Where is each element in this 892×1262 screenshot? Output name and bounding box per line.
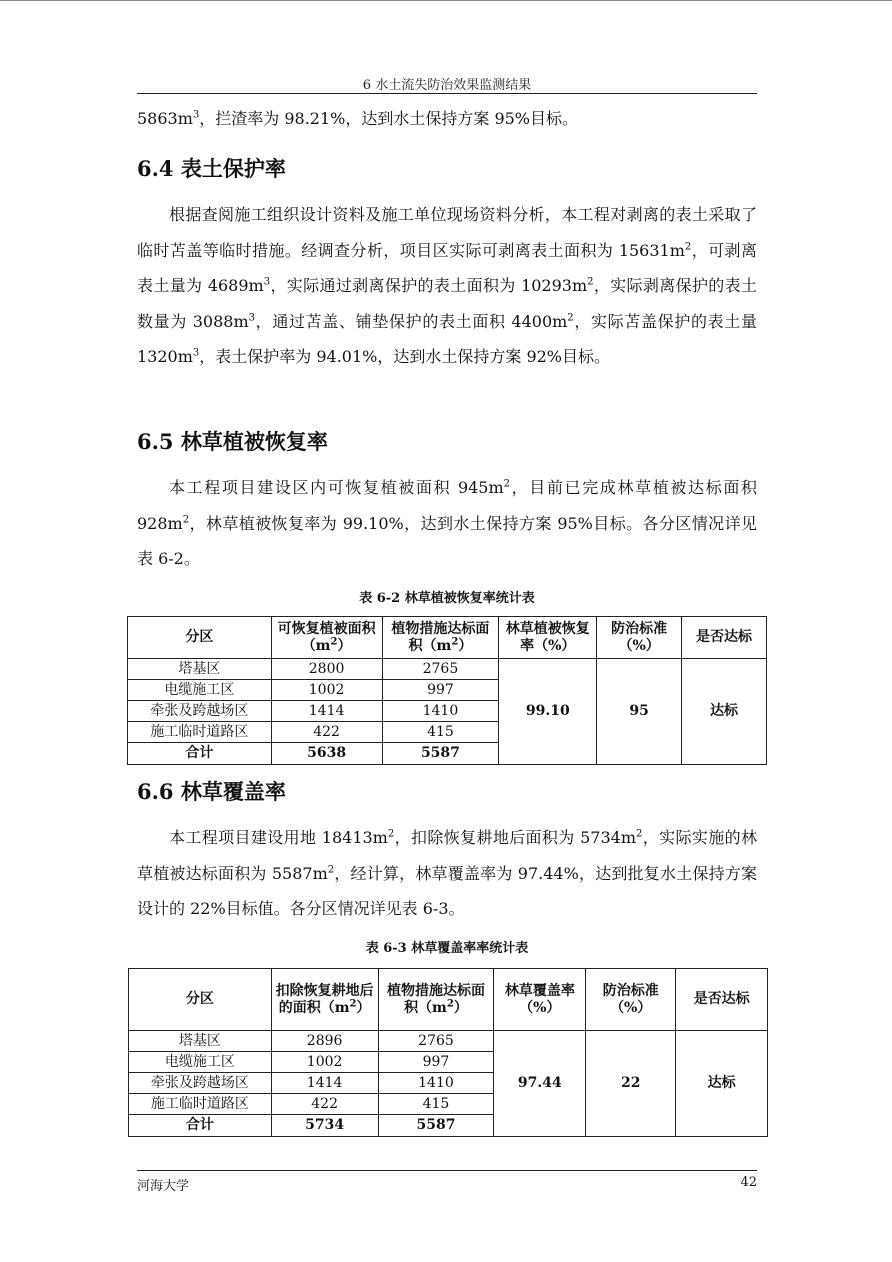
recovery-rate-value: 99.10 <box>499 659 597 765</box>
table-6-2-caption: 表 6-2 林草植被恢复率统计表 <box>359 591 535 606</box>
restorable-area: 2800 <box>271 659 382 680</box>
qualified-area: 1410 <box>382 701 499 722</box>
header-restorable-area: 可恢复植被面积$(m^2)$ <box>271 617 382 659</box>
qualified-area: 997 <box>378 1052 494 1073</box>
total-label: 合计 <box>129 1115 272 1137</box>
qualified-area: 2765 <box>382 659 499 680</box>
header-area-after-deduction: 扣除恢复耕地后的面积$(m^2)$ <box>271 969 378 1031</box>
standard-value: 22 <box>586 1031 676 1137</box>
paragraph-6-6: 本工程项目建设用地 $18413m^2$，扣除恢复耕地后面积为 $5734m^2$，实际实施的林草植被达标面积为 $5587m^2$，经计算，林草覆盖率为 97.44%，达到批复水土保持方案设计的 22%目标值。各分区情况详见表 6-3。 <box>137 828 757 918</box>
header-rule <box>137 93 757 94</box>
section-heading-6-5: 6.5 林草植被恢复率 <box>137 429 328 454</box>
table-header-row <box>129 969 768 1031</box>
header-qualified-area: 植物措施达标面积$(m^2)$ <box>378 969 494 1031</box>
header-qualified: 是否达标 <box>676 969 768 1031</box>
zone-name: 施工临时道路区 <box>129 1094 272 1115</box>
standard-value: 95 <box>597 659 682 765</box>
restorable-area: 1414 <box>271 701 382 722</box>
section-heading-6-4: 6.4 表土保护率 <box>137 156 286 181</box>
zone-name: 牵张及跨越场区 <box>129 1073 272 1094</box>
zone-name: 电缆施工区 <box>129 1052 272 1073</box>
zone-name: 牵张及跨越场区 <box>128 701 272 722</box>
total-area-after-deduction: 5734 <box>271 1115 378 1137</box>
paragraph-6-4: 根据查阅施工组织设计资料及施工单位现场资料分析，本工程对剥离的表土采取了临时苫盖等临时措施。经调查分析，项目区实际可剥离表土面积为 $15631m^2$，可剥离表土量为 $4689m^3$，实际通过剥离保护的表土面积为 $10293m^2$，实际剥离保护的表土数量为 $3088m^3$，通过苫盖、铺垫保护的表土面积 $4400m^2$，实际苫盖保护的表土量 $1320m^3$，表土保护率为 94.01%，达到水土保持方案 92%目标。 <box>137 205 757 366</box>
table-row <box>129 1031 768 1052</box>
qualified-area: 415 <box>378 1094 494 1115</box>
total-restorable-area: 5638 <box>271 743 382 765</box>
page-top-border <box>0 0 892 1</box>
header-recovery-rate: 林草植被恢复率（%） <box>499 617 597 659</box>
header-standard: 防治标准（%） <box>597 617 682 659</box>
zone-name: 电缆施工区 <box>128 680 272 701</box>
total-qualified-area: 5587 <box>382 743 499 765</box>
page-number: 42 <box>740 1175 757 1190</box>
header-zone: 分区 <box>128 617 272 659</box>
table-row <box>128 659 767 680</box>
header-qualified: 是否达标 <box>682 617 767 659</box>
header-zone: 分区 <box>129 969 272 1031</box>
qualified-area: 2765 <box>378 1031 494 1052</box>
running-header: 6 水土流失防治效果监测结果 <box>362 78 532 93</box>
table-6-3 <box>128 968 768 1137</box>
footer-institution: 河海大学 <box>137 1179 190 1194</box>
area-after-deduction: 422 <box>271 1094 378 1115</box>
qualified-area: 1410 <box>378 1073 494 1094</box>
header-standard: 防治标准（%） <box>586 969 676 1031</box>
header-coverage-rate: 林草覆盖率（%） <box>494 969 586 1031</box>
qualified-area: 415 <box>382 722 499 743</box>
header-qualified-area: 植物措施达标面积$(m^2)$ <box>382 617 499 659</box>
zone-name: 施工临时道路区 <box>128 722 272 743</box>
paragraph-6-5: 本工程项目建设区内可恢复植被面积 $945m^2$，目前已完成林草植被达标面积 $928m^2$，林草植被恢复率为 99.10%，达到水土保持方案 95%目标。各分区情况详见表 6-2。 <box>137 478 757 568</box>
zone-name: 塔基区 <box>129 1031 272 1052</box>
total-qualified-area: 5587 <box>378 1115 494 1137</box>
paragraph-intro: $5863m^3$，拦渣率为 98.21%，达到水土保持方案 95%目标。 <box>137 109 579 128</box>
area-after-deduction: 2896 <box>271 1031 378 1052</box>
table-header-row <box>128 617 767 659</box>
zone-name: 塔基区 <box>128 659 272 680</box>
section-heading-6-6: 6.6 林草覆盖率 <box>137 779 286 804</box>
qualified-area: 997 <box>382 680 499 701</box>
qualified-result: 达标 <box>676 1031 768 1137</box>
footer-rule <box>137 1170 757 1171</box>
table-6-3-caption: 表 6-3 林草覆盖率率统计表 <box>365 941 529 956</box>
restorable-area: 1002 <box>271 680 382 701</box>
total-label: 合计 <box>128 743 272 765</box>
area-after-deduction: 1002 <box>271 1052 378 1073</box>
table-6-2 <box>127 616 767 765</box>
coverage-rate-value: 97.44 <box>494 1031 586 1137</box>
area-after-deduction: 1414 <box>271 1073 378 1094</box>
restorable-area: 422 <box>271 722 382 743</box>
qualified-result: 达标 <box>682 659 767 765</box>
